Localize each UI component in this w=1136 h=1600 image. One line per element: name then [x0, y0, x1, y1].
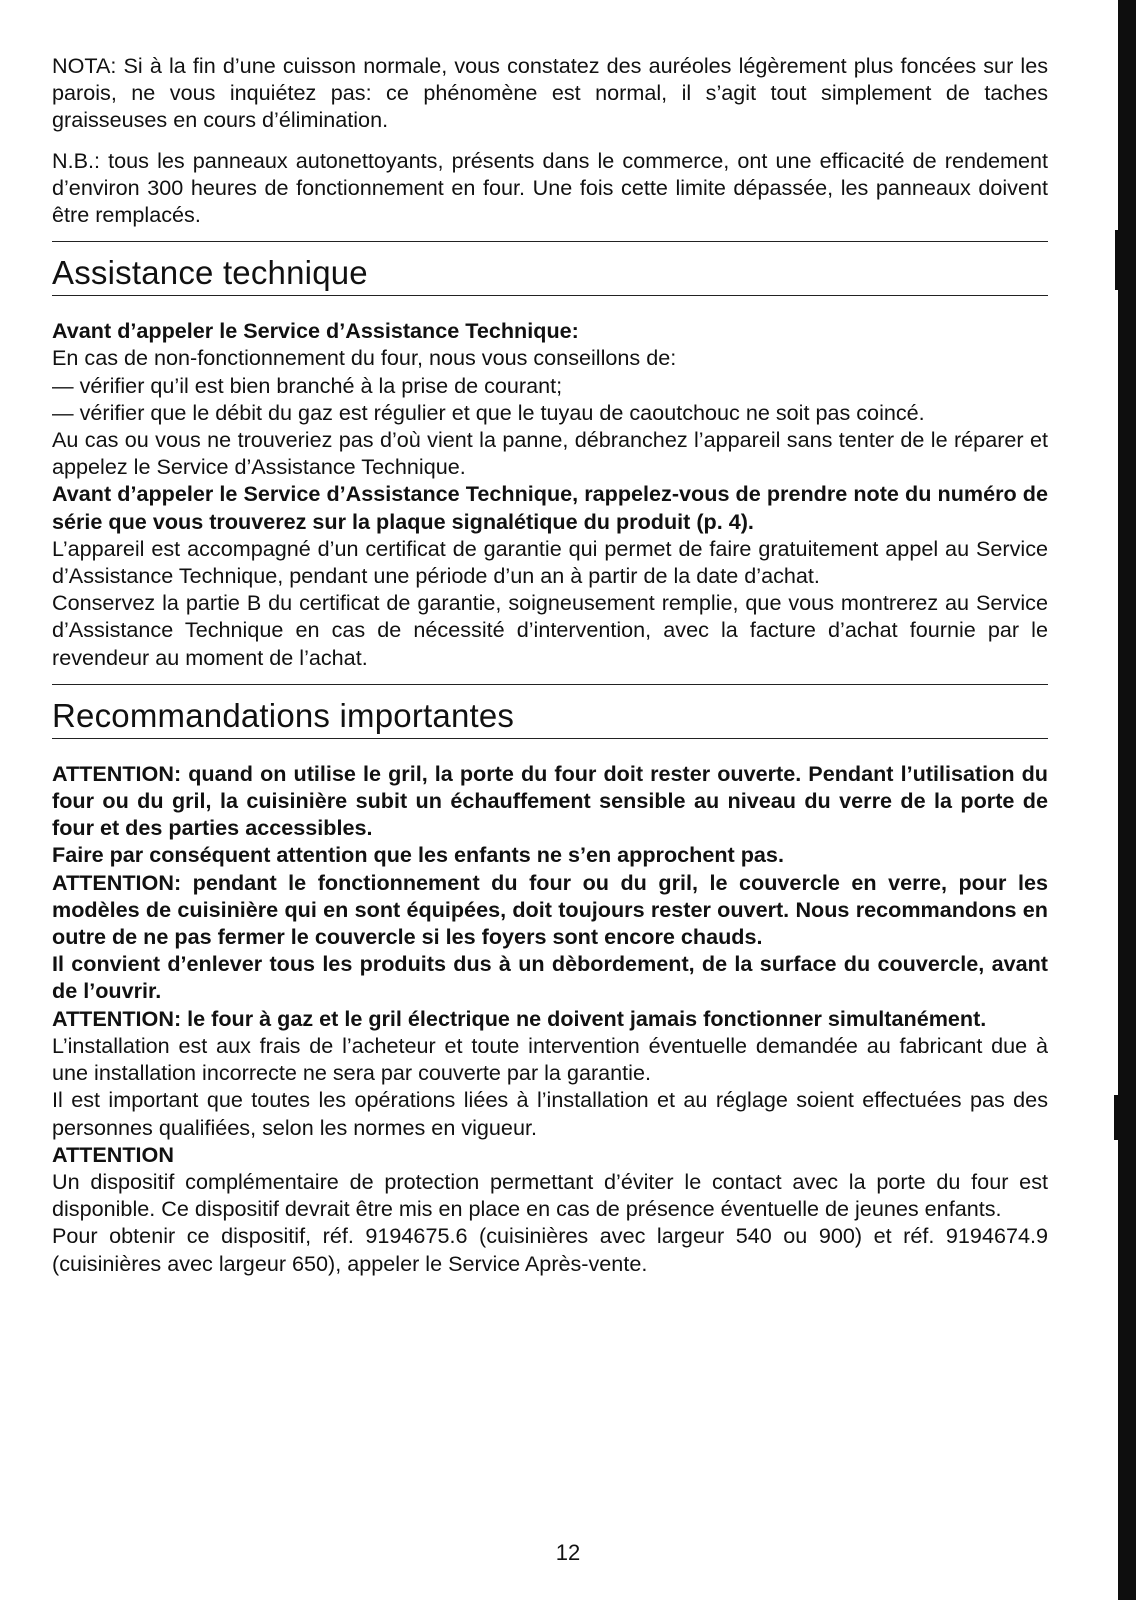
scan-edge-notch: [1115, 230, 1118, 290]
assistance-body: [52, 317, 1048, 671]
check-gas: — vérifier que le débit du gaz est régulier et que le tuyau de caoutchouc ne soit pas coincé.: [52, 399, 925, 425]
qualified-paragraph: Il est important que toutes les opérations liées à l’installation et au réglage soient effectuées pas des personnes qualifiées, selon les normes en vigueur.: [52, 1087, 1048, 1140]
scan-edge-notch: [1114, 1095, 1118, 1140]
page-content: [52, 52, 1048, 1277]
recommendations-section-header: [52, 684, 1048, 739]
device-paragraph: Un dispositif complémentaire de protection permettant d’éviter le contact avec la porte du four est disponible. Ce dispositif devrait être mis en place en cas de présence éventuelle de jeunes enfants.: [52, 1168, 1048, 1222]
nota-paragraph: NOTA: Si à la fin d’une cuisson normale, vous constatez des auréoles légèrement plus foncées sur les parois, ne vous inquiétez pas: ce phénomène est normal, il s’agit tout simplement de taches graisseuses en cours d’élimination.: [52, 53, 1048, 133]
install-cost-paragraph: L’installation est aux frais de l’acheteur et toute intervention éventuelle demandée au fabricant due à une installation incorrecte ne sera par couverte par la garantie.: [52, 1032, 1048, 1086]
warranty-paragraph: L’appareil est accompagné d’un certificat de garantie qui permet de faire gratuitement appel au Service d’Assistance Technique, pendant une période d’un an à partir de la date d’achat.: [52, 535, 1048, 589]
attention-label: ATTENTION: [52, 1141, 174, 1167]
order-ref-paragraph: Pour obtenir ce dispositif, réf. 9194675.6 (cuisinières avec largeur 540 ou 900) et réf. 9194674.9 (cuisinières avec largeur 650), appeler le Service Après-vente.: [52, 1223, 1048, 1276]
assistance-section-header: [52, 241, 1048, 296]
nb-paragraph: N.B.: tous les panneaux autonettoyants, présents dans le commerce, ont une efficacité de rendement d’environ 300 heures de fonctionnement en four. Une fois cette limite dépassée, les panneaux doivent être remplacés.: [52, 147, 1048, 228]
overflow-warning: Il convient d’enlever tous les produits dus à un dèbordement, de la surface du couvercle, avant de l’ouvrir.: [52, 951, 1048, 1004]
assistance-intro: En cas de non-fonctionnement du four, nous vous conseillons de:: [52, 345, 677, 371]
scan-edge: [1118, 0, 1136, 1600]
keep-part-b-paragraph: Conservez la partie B du certificat de garantie, soigneusement remplie, que vous montrerez au Service d’Assistance Technique en cas de nécessité d’intervention, avec la facture d’achat fournie par le revendeur au moment de l’achat.: [52, 590, 1048, 670]
no-fault-paragraph: Au cas ou vous ne trouveriez pas d’où vient la panne, débranchez l’appareil sans tenter de le réparer et appelez le Service d’Assistance Technique.: [52, 427, 1048, 480]
assistance-heading: Assistance technique: [52, 254, 368, 292]
serial-note: Avant d’appeler le Service d’Assistance Technique, rappelez-vous de prendre note du numéro de série que vous trouverez sur la plaque signalétique du produit (p. 4).: [52, 481, 1048, 534]
attention-lid: ATTENTION: pendant le fonctionnement du four ou du gril, le couvercle en verre, pour les modèles de cuisinière qui en sont équipées, doit toujours rester ouvert. Nous recommandons en outre de ne pas fermer le couvercle si les foyers sont encore chauds.: [52, 869, 1048, 950]
attention-grill: ATTENTION: quand on utilise le gril, la porte du four doit rester ouverte. Pendant l’utilisation du four ou du gril, la cuisinière subit un échauffement sensible au niveau du verre de la porte de four et des parties accessibles.: [52, 760, 1048, 841]
recommendations-body: [52, 760, 1048, 1277]
check-plug: — vérifier qu’il est bien branché à la prise de courant;: [52, 372, 563, 398]
page-number: 12: [555, 1540, 581, 1565]
children-warning: Faire par conséquent attention que les enfants ne s’en approchent pas.: [52, 842, 784, 868]
attention-gas: ATTENTION: le four à gaz et le gril électrique ne doivent jamais fonctionner simultanément.: [52, 1005, 987, 1031]
recommendations-heading: Recommandations importantes: [52, 696, 515, 734]
before-call-title: Avant d’appeler le Service d’Assistance Technique:: [52, 318, 579, 344]
